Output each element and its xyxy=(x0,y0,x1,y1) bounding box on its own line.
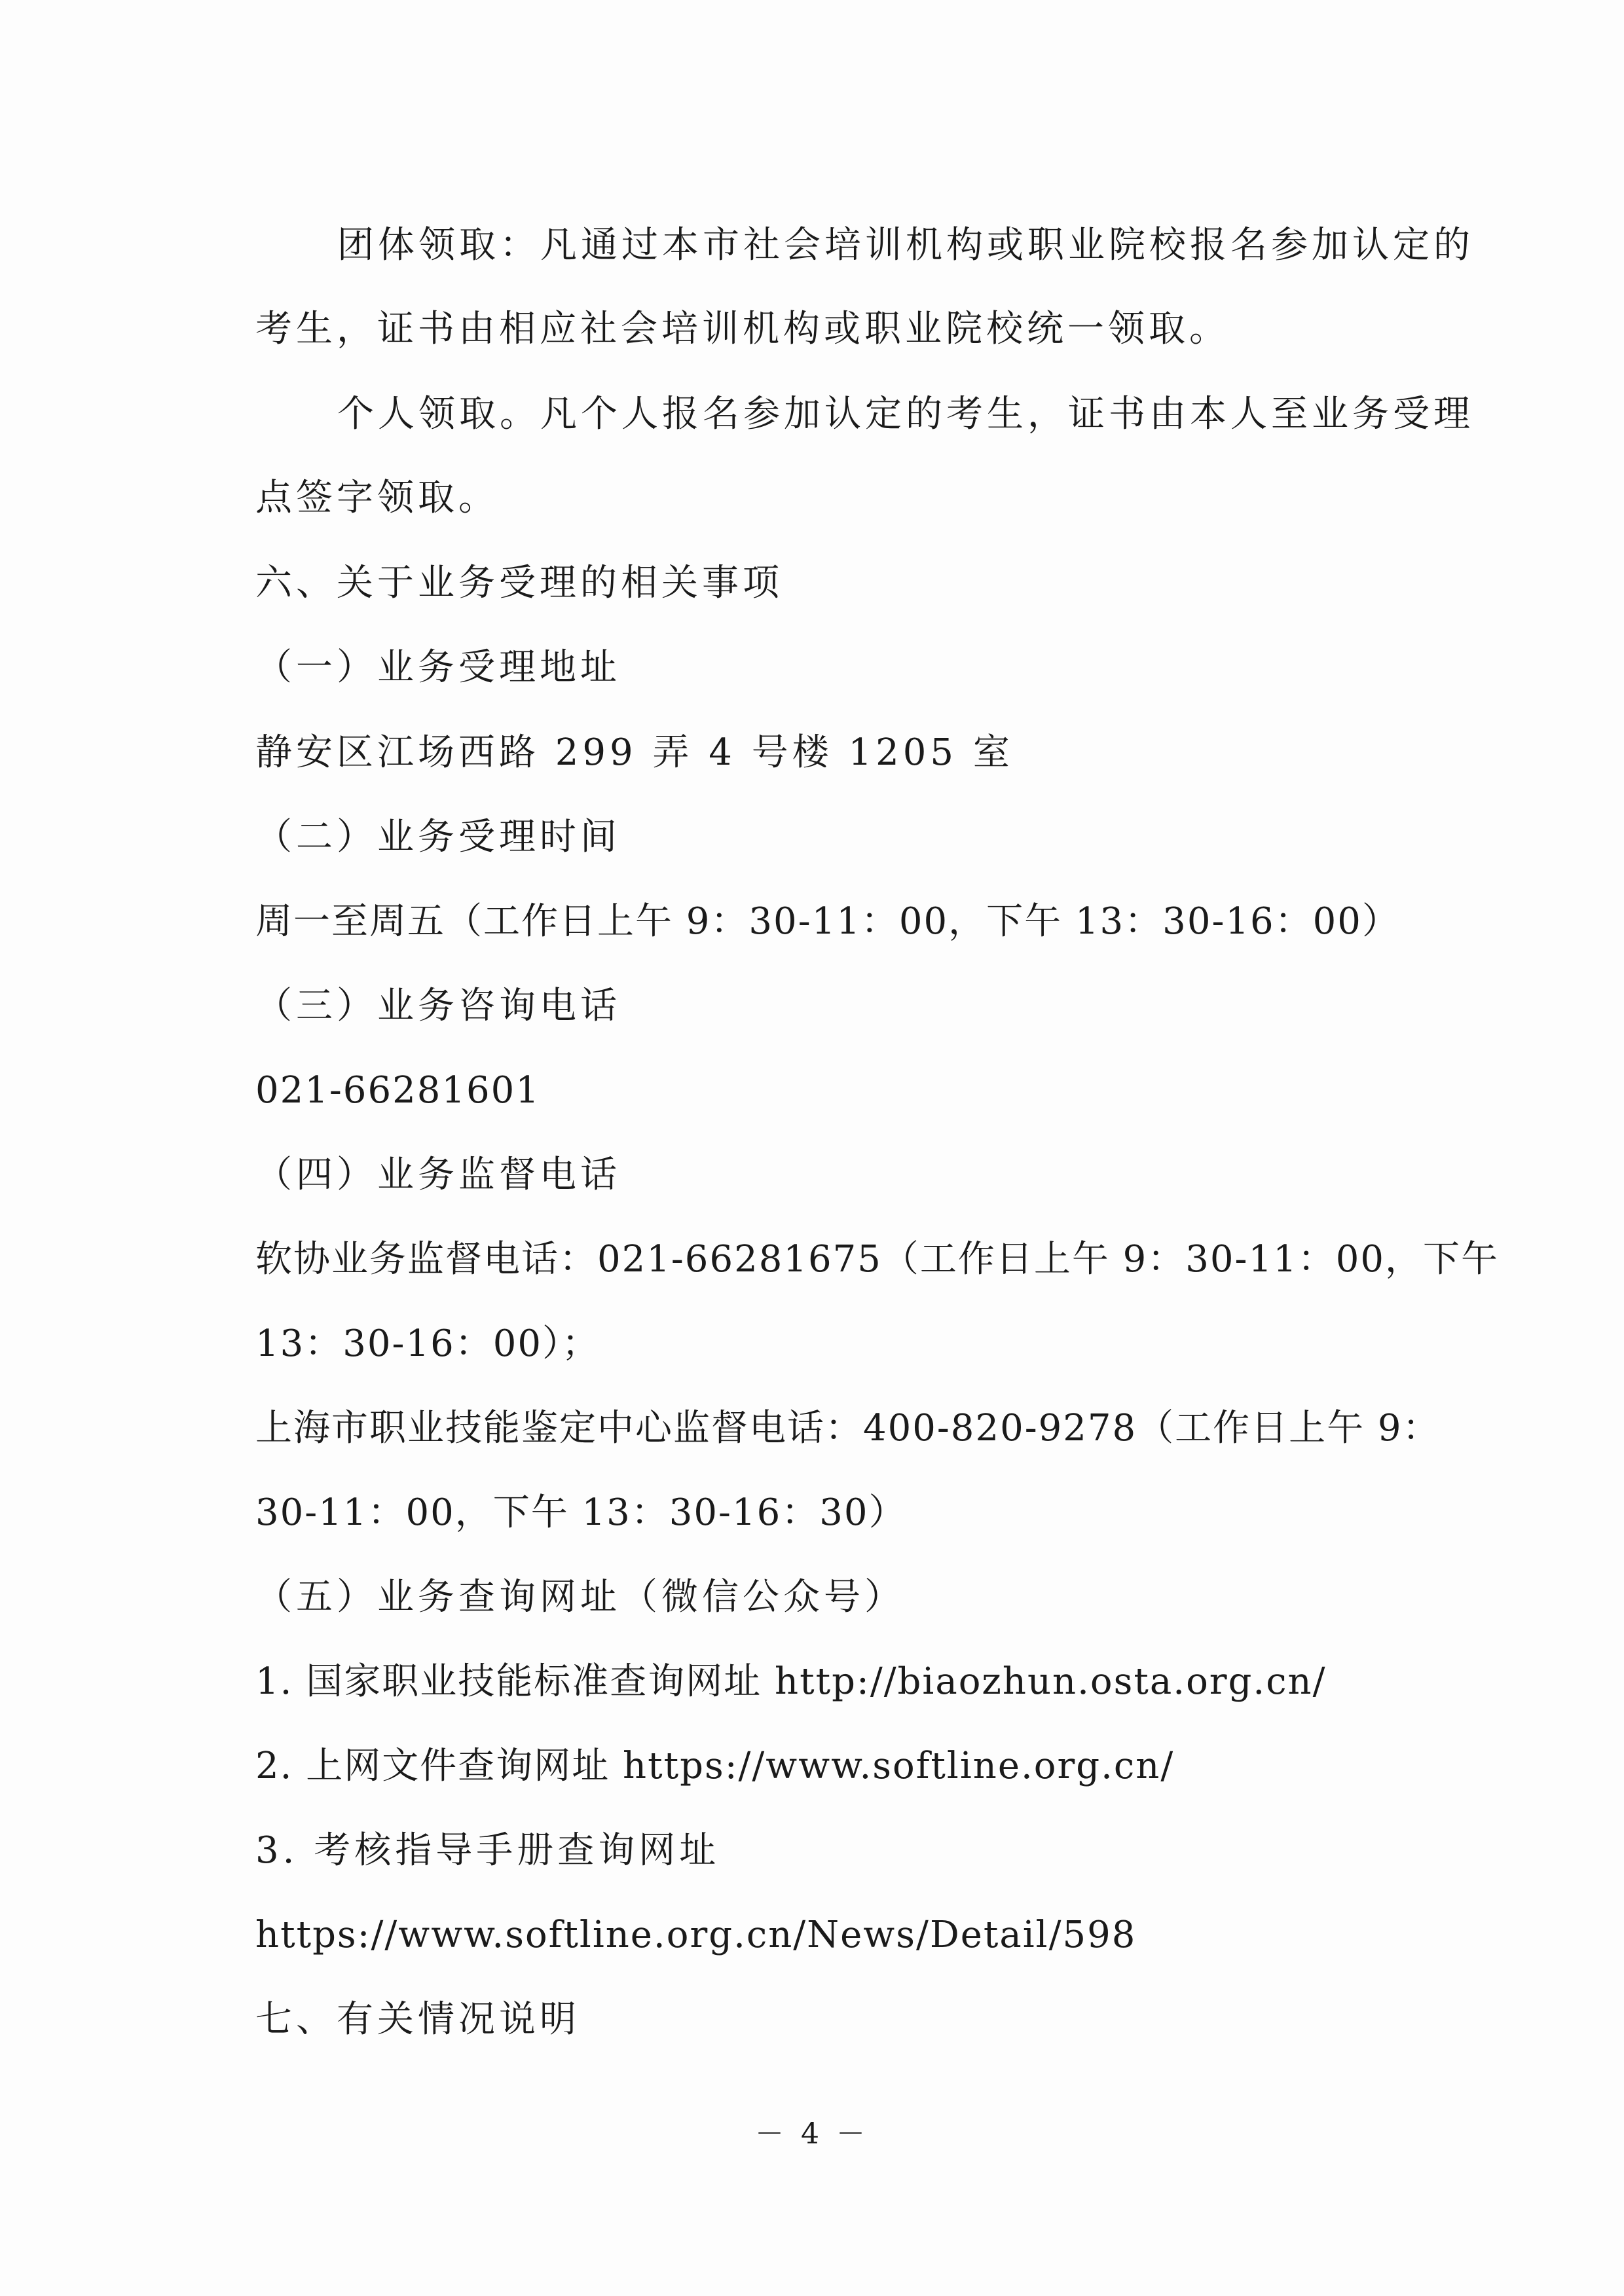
query-websites-heading: （五）业务查询网址（微信公众号） xyxy=(255,1576,905,1618)
address-text: 静安区江场西路 299 弄 4 号楼 1205 室 xyxy=(255,731,1014,774)
page-number: － 4 － xyxy=(755,2117,869,2151)
hours-text: 周一至周五（工作日上午 9：30-11：00，下午 13：30-16：00） xyxy=(255,900,1400,943)
query-item-3: 3. 考核指导手册查询网址 xyxy=(255,1829,720,1872)
consult-phone-heading: （三）业务咨询电话 xyxy=(255,985,621,1027)
supervise-phone-line-4: 30-11：00，下午 13：30-16：30） xyxy=(255,1491,907,1534)
supervise-phone-line-2: 13：30-16：00）； xyxy=(255,1322,600,1365)
query-item-2: 2. 上网文件查询网址 https://www.softline.org.cn/ xyxy=(255,1745,1175,1787)
individual-collect-paragraph-line-1: 个人领取。凡个人报名参加认定的考生，证书由本人至业务受理 xyxy=(337,393,1474,435)
consult-phone-text: 021-66281601 xyxy=(255,1069,540,1112)
hours-heading: （二）业务受理时间 xyxy=(255,816,621,858)
query-item-3-url: https://www.softline.org.cn/News/Detail/598 xyxy=(255,1914,1137,1956)
address-heading: （一）业务受理地址 xyxy=(255,646,621,689)
supervise-phone-heading: （四）业务监督电话 xyxy=(255,1154,621,1196)
supervise-phone-line-3: 上海市职业技能鉴定中心监督电话：400-820-9278（工作日上午 9： xyxy=(255,1407,1441,1449)
section-7-heading: 七、有关情况说明 xyxy=(255,1998,580,2041)
group-collect-paragraph-line-2: 考生，证书由相应社会培训机构或职业院校统一领取。 xyxy=(255,308,1230,350)
section-6-heading: 六、关于业务受理的相关事项 xyxy=(255,562,783,604)
query-item-1: 1. 国家职业技能标准查询网址 http://biaozhun.osta.org.cn/ xyxy=(255,1660,1327,1703)
individual-collect-paragraph-line-2: 点签字领取。 xyxy=(255,477,499,519)
supervise-phone-line-1: 软协业务监督电话：021-66281675（工作日上午 9：30-11：00，下午 xyxy=(255,1238,1499,1281)
group-collect-paragraph-line-1: 团体领取：凡通过本市社会培训机构或职业院校报名参加认定的 xyxy=(337,224,1474,266)
